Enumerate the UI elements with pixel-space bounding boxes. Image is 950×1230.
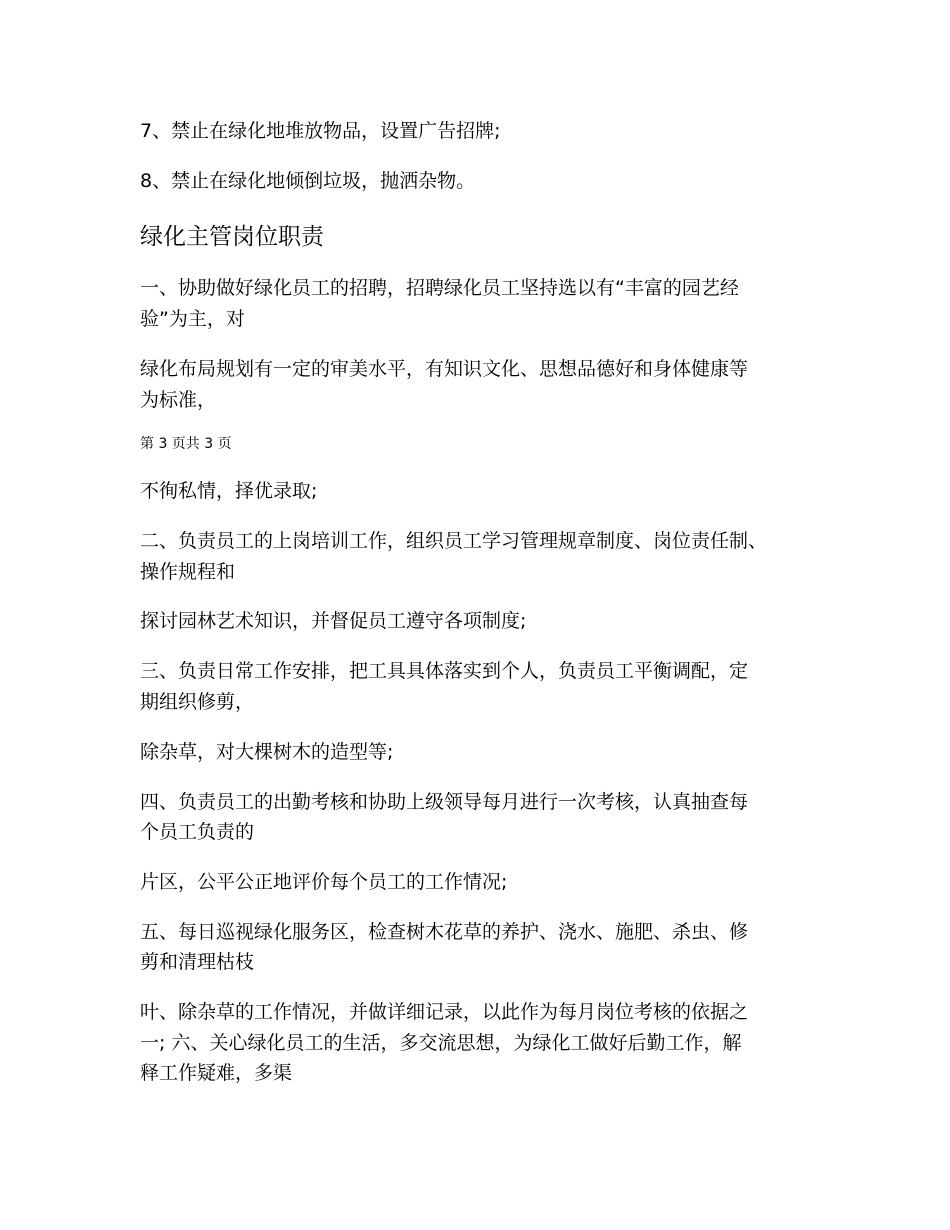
text-line: 7、禁止在绿化地堆放物品，设置广告招牌; bbox=[140, 120, 501, 142]
text-line: 二、负责员工的上岗培训工作，组织员工学习管理规章制度、岗位责任制、 bbox=[140, 530, 768, 552]
text-line: 个员工负责的 bbox=[140, 821, 255, 843]
text-line: 8、禁止在绿化地倾倒垃圾，抛洒杂物。 bbox=[140, 170, 476, 192]
text-line: 探讨园林艺术知识，并督促员工遵守各项制度; bbox=[140, 610, 527, 632]
text-line: 三、负责日常工作安排，把工具具体落实到个人，负责员工平衡调配，定 bbox=[140, 660, 749, 682]
text-line: 期组织修剪， bbox=[140, 691, 255, 713]
text-line: 释工作疑难，多渠 bbox=[140, 1062, 293, 1084]
text-line: 一; 六、关心绿化员工的生活，多交流思想，为绿化工做好后勤工作，解 bbox=[140, 1032, 742, 1054]
text-line: 四、负责员工的出勤考核和协助上级领导每月进行一次考核，认真抽查每 bbox=[140, 791, 749, 813]
text-line: 叶、除杂草的工作情况，并做详细记录，以此作为每月岗位考核的依据之 bbox=[140, 1001, 749, 1023]
text-line: 除杂草，对大棵树木的造型等; bbox=[140, 741, 394, 763]
page-footer: 第 3 页共 3 页 bbox=[140, 436, 232, 452]
text-line: 绿化布局规划有一定的审美水平，有知识文化、思想品德好和身体健康等 bbox=[140, 358, 749, 380]
text-line: 一、协助做好绿化员工的招聘，招聘绿化员工坚持选以有“丰富的园艺经 bbox=[140, 277, 739, 299]
text-line: 为标准， bbox=[140, 389, 217, 411]
text-line: 片区，公平公正地评价每个员工的工作情况; bbox=[140, 871, 508, 893]
section-title: 绿化主管岗位职责 bbox=[140, 224, 324, 250]
text-line: 不徇私情，择优录取; bbox=[140, 480, 318, 502]
text-line: 操作规程和 bbox=[140, 561, 236, 583]
text-line: 五、每日巡视绿化服务区，检查树木花草的养护、浇水、施肥、杀虫、修 bbox=[140, 921, 749, 943]
text-line: 验”为主，对 bbox=[140, 308, 245, 330]
text-line: 剪和清理枯枝 bbox=[140, 951, 255, 973]
